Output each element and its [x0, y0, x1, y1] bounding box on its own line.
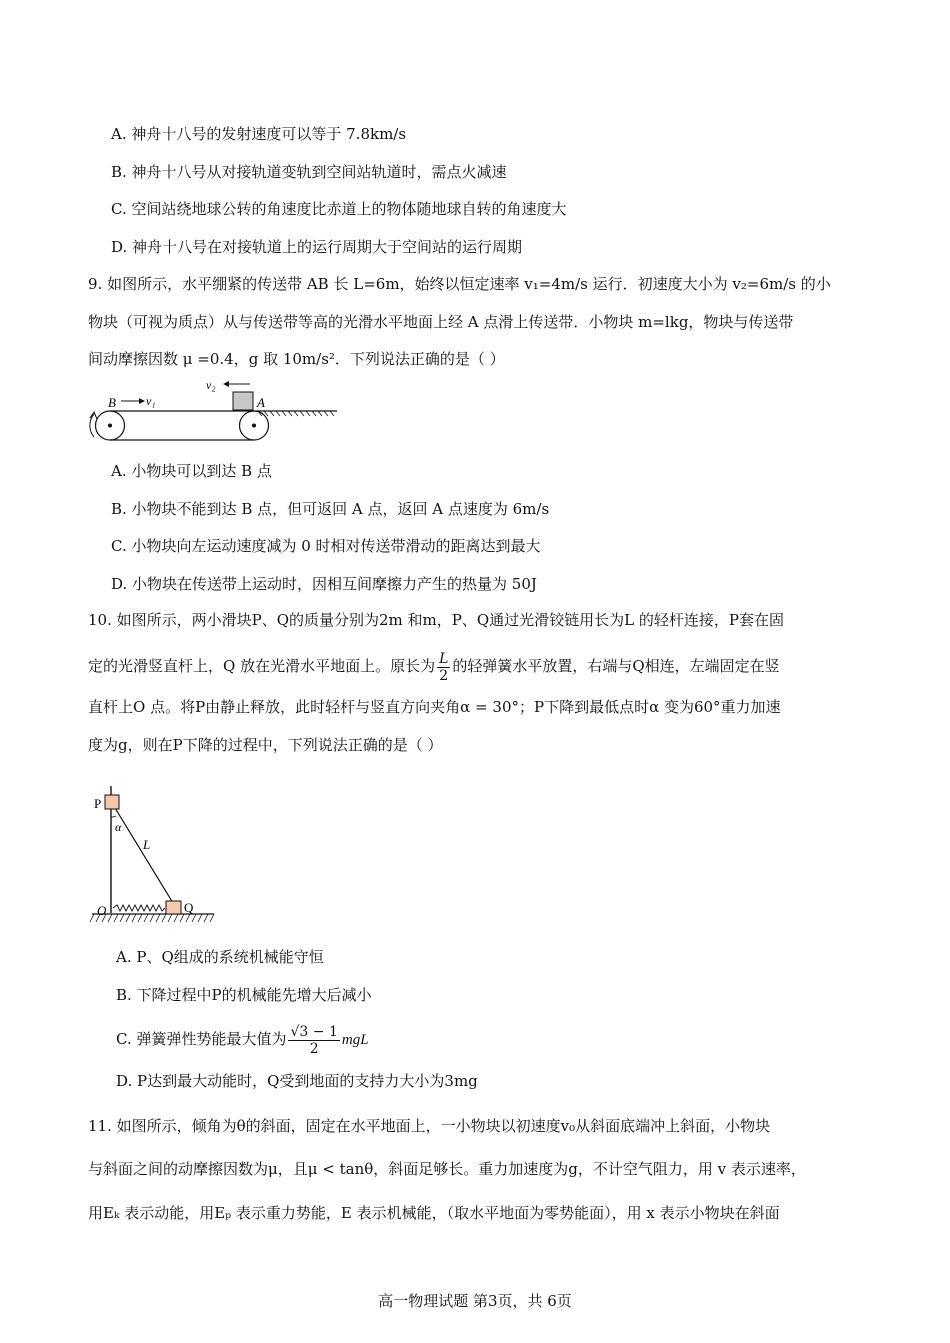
q10-option-b: B. 下降过程中P的机械能先增大后减小 [116, 986, 372, 1004]
q10-option-c-suffix: mgL [341, 1032, 369, 1048]
page-footer: 高一物理试题 第3页，共 6页 [378, 1292, 572, 1310]
fraction-denominator: 2 [309, 1040, 319, 1057]
label-o: O [97, 903, 107, 918]
q9-stem-line-1: 9. 如图所示，水平绷紧的传送带 AB 长 L=6m，始终以恒定速率 v₁=4m/s 运行．初速度大小为 v₂=6m/s 的小 [88, 275, 831, 293]
q9-option-a: A. 小物块可以到达 B 点 [111, 462, 272, 480]
q8-option-c: C. 空间站绕地球公转的角速度比赤道上的物体随地球自转的角速度大 [111, 200, 567, 218]
q10-stem-line-1: 10. 如图所示，两小滑块P、Q的质量分别为2m 和m，P、Q通过光滑铰链用长为L 的轻杆连接，P套在固 [88, 611, 784, 629]
q10-stem-line-3: 直杆上O 点。将P由静止释放，此时轻杆与竖直方向夹角α = 30°；P下降到最低点时α 变为60°重力加速 [88, 698, 781, 716]
q9-option-c: C. 小物块向左运动速度减为 0 时相对传送带滑动的距离达到最大 [111, 537, 541, 555]
fraction-numerator: L [439, 650, 449, 667]
q10-stem-line-4: 度为g，则在P下降的过程中，下列说法正确的是（ ） [88, 736, 443, 754]
q9-stem-line-2: 物块（可视为质点）从与传送带等高的光滑水平地面上经 A 点滑上传送带．小物块 m=lkg，物块与传送带 [88, 313, 794, 331]
q10-line-2-prefix: 定的光滑竖直杆上，Q 放在光滑水平地面上。原长为 [88, 657, 436, 675]
q8-option-b: B. 神舟十八号从对接轨道变轨到空间站轨道时，需点火减速 [111, 163, 507, 181]
slider-rod-figure [86, 776, 220, 928]
label-a: A [257, 395, 265, 410]
conveyor-belt-figure [82, 374, 344, 444]
label-p: P [94, 796, 102, 811]
q10-option-a: A. P、Q组成的系统机械能守恒 [116, 948, 324, 966]
q11-stem-line-3: 用Eₖ 表示动能，用Eₚ 表示重力势能，E 表示机械能，（取水平地面为零势能面），用 x 表示小物块在斜面 [88, 1204, 780, 1222]
label-b: B [108, 395, 116, 410]
q10-stem-line-2 [88, 648, 780, 684]
q11-stem-line-1: 11. 如图所示，倾角为θ的斜面，固定在水平地面上，一小物块以初速度v₀从斜面底端冲上斜面，小物块 [88, 1117, 771, 1135]
q9-option-d: D. 小物块在传送带上运动时，因相互间摩擦力产生的热量为 50J [111, 575, 537, 593]
q9-stem-line-3: 间动摩擦因数 μ =0.4，g 取 10m/s²．下列说法正确的是（ ） [88, 350, 505, 368]
label-v1: v₁ [146, 394, 156, 408]
label-alpha: α [115, 820, 122, 834]
q8-option-d: D. 神舟十八号在对接轨道上的运行周期大于空间站的运行周期 [111, 238, 523, 256]
label-l: L [143, 837, 151, 852]
label-v2: v₂ [206, 378, 216, 392]
fraction-numerator: √3 − 1 [290, 1023, 338, 1040]
q8-option-a: A. 神舟十八号的发射速度可以等于 7.8km/s [111, 125, 407, 143]
fraction-denominator: 2 [439, 667, 449, 684]
label-q: Q [184, 900, 194, 915]
q10-option-c [116, 1018, 369, 1060]
q10-line-2-suffix: 的轻弹簧水平放置，右端与Q相连，左端固定在竖 [452, 657, 780, 675]
q11-stem-line-2: 与斜面之间的动摩擦因数为μ，且μ < tanθ，斜面足够长。重力加速度为g，不计空气阻力，用 v 表示速率， [88, 1160, 806, 1178]
fraction-l-over-2 [437, 651, 450, 684]
q10-option-c-prefix: C. 弹簧弹性势能最大值为 [116, 1030, 287, 1048]
q10-option-d: D. P达到最大动能时，Q受到地面的支持力大小为3mg [116, 1072, 478, 1090]
fraction-sqrt3-minus-1-over-2 [288, 1024, 339, 1057]
q9-option-b: B. 小物块不能到达 B 点，但可返回 A 点，返回 A 点速度为 6m/s [111, 500, 550, 518]
